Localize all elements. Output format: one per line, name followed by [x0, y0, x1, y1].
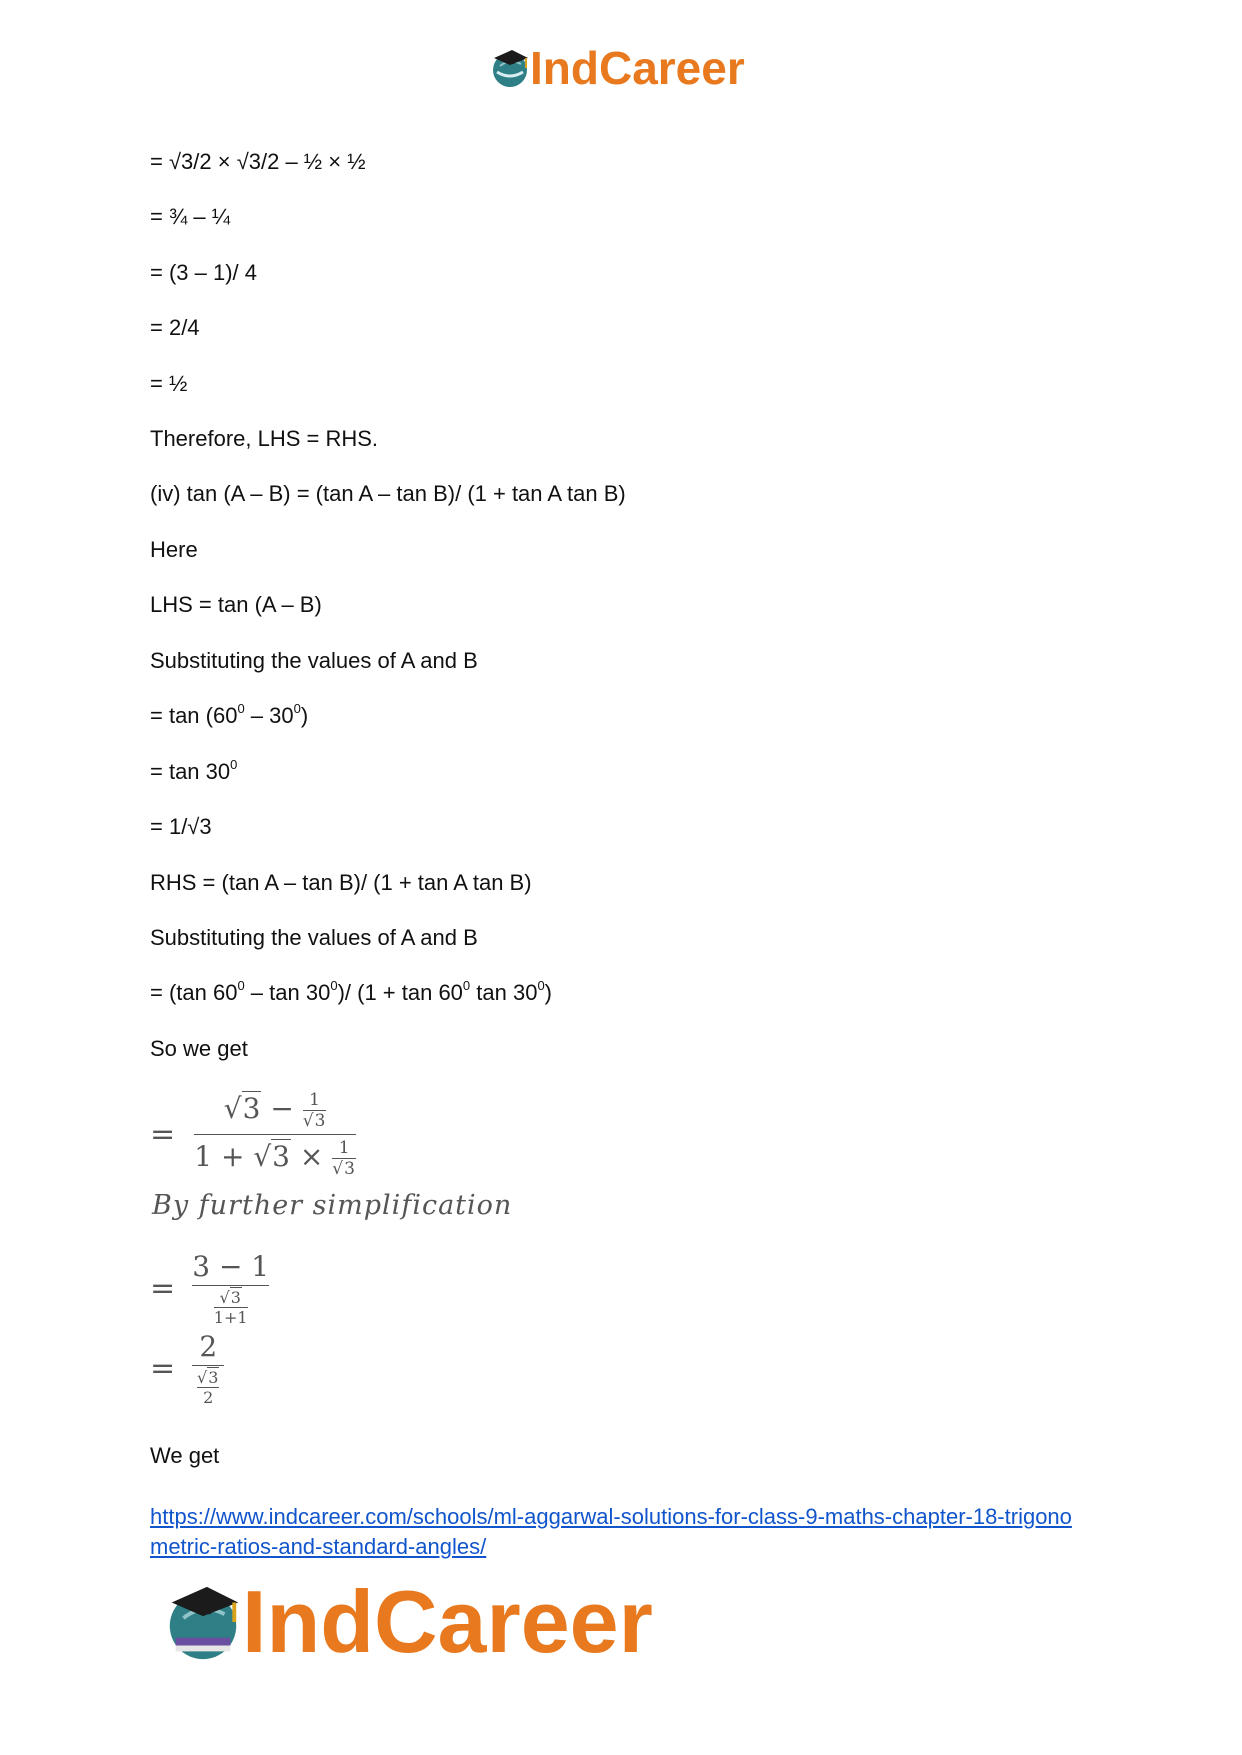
text-line: LHS = tan (A – B) — [150, 592, 322, 617]
graduation-cap-globe-icon — [160, 1579, 246, 1665]
text-line: = $\tan 30^0$ — [150, 756, 238, 784]
text-line: RHS = (tan A – tan B)/ (1 + tan A tan B) — [150, 870, 532, 895]
footer-logo — [160, 1572, 653, 1672]
header-logo — [488, 40, 745, 96]
text-line: = (tan $60^0$ – $\tan 30^0)/$ ($1 + \tan 60^0$ $\tan 30^0$) — [150, 977, 552, 1005]
text-line: Here — [150, 537, 198, 562]
source-link[interactable]: https://www.indcareer.com/schools/ml-aggarwal-solutions-for-class-9-maths-chapter-18-trigonometric-ratios-and-standard-angles/ — [150, 1504, 1072, 1559]
text-line: Substituting the values of A and B — [150, 925, 478, 950]
text-line: (iv) tan (A – B) = (tan A – tan B)/ (1 + tan A tan B) — [150, 481, 626, 506]
simplification-note: By further simplification — [152, 1190, 513, 1221]
text-line: We get — [150, 1443, 220, 1468]
equation-1: = √3 − $\frac{1}{√3}$ 1 + √3 × $\frac{1}{√3}$ — [150, 1090, 355, 1179]
brand-name: IndCareer — [242, 1572, 653, 1671]
text-line: = 2/4 — [150, 315, 200, 340]
text-line: So we get — [150, 1036, 248, 1061]
text-line: = $\tan (60^0 - 30^0)$ — [150, 700, 309, 728]
text-line: = ¾ – ¼ — [150, 204, 231, 229]
text-line: Therefore, LHS = RHS. — [150, 426, 379, 451]
text-line: = 1/√3 — [150, 814, 212, 839]
graduation-cap-globe-icon — [488, 46, 532, 90]
equation-2: = $\frac{3 - 1}{\frac{√3}{1+1}}$ — [150, 1250, 270, 1327]
equation-3: = $\frac{2}{\frac{√3}{2}}$ — [150, 1330, 224, 1407]
text-line: = √3/2 × √3/2 – ½ × ½ — [150, 149, 366, 174]
text-line: = (3 – 1)/ 4 — [150, 260, 258, 285]
brand-name: IndCareer — [530, 42, 745, 94]
text-line: = ½ — [150, 371, 188, 396]
text-line: Substituting the values of A and B — [150, 648, 478, 673]
